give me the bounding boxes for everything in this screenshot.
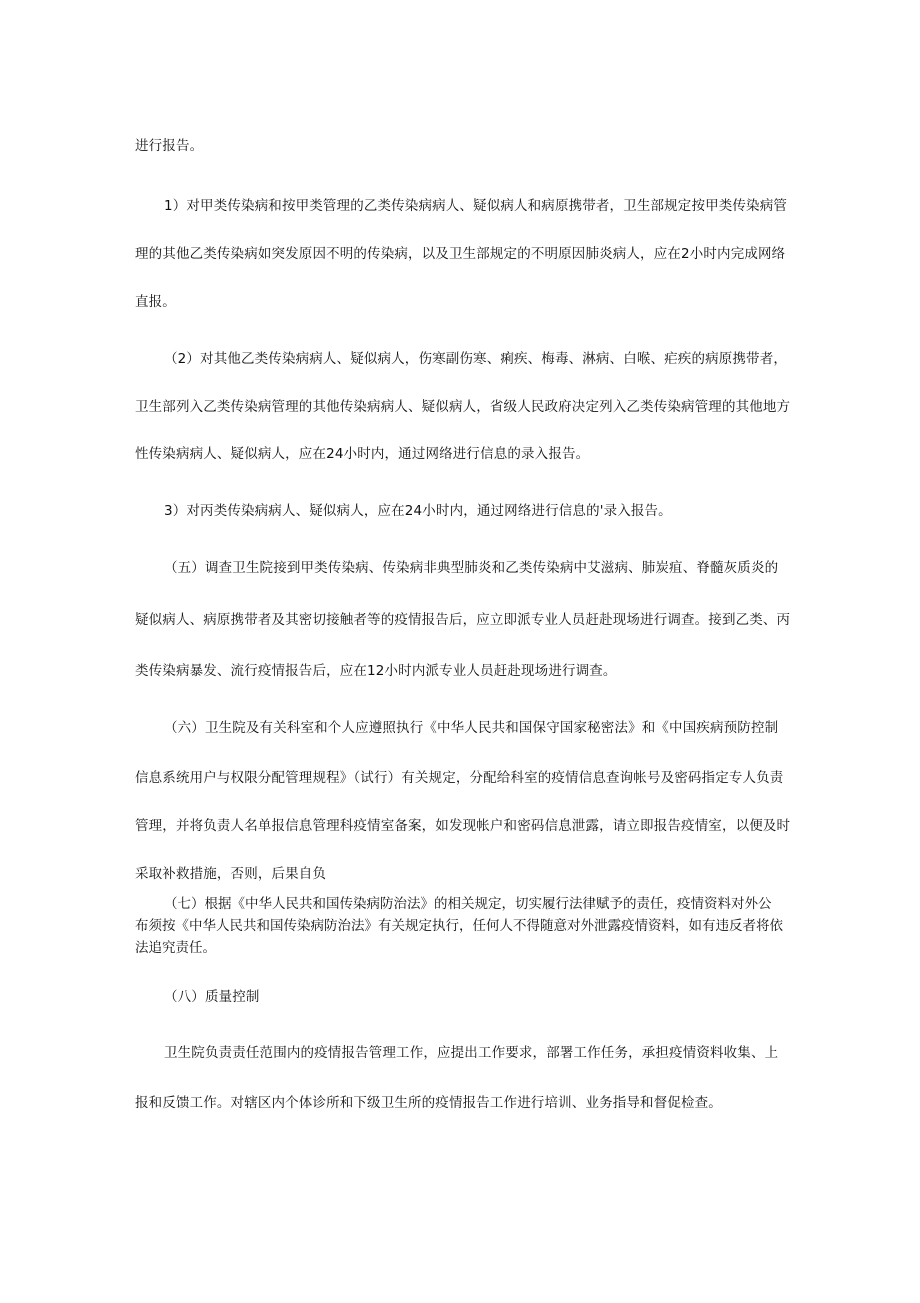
paragraph-line: （五）调查卫生院接到甲类传染病、传染病非典型肺炎和乙类传染病中艾滋病、肺炭疽、脊髓灰质炎的 (164, 560, 779, 576)
paragraph-line: 3）对丙类传染病病人、疑似病人，应在24小时内，通过网络进行信息的'录入报告。 (164, 503, 672, 519)
paragraph-line: 法追究责任。 (135, 940, 216, 956)
paragraph-line: （2）对其他乙类传染病病人、疑似病人，伤寒副伤寒、痢疾、梅毒、淋病、白喉、疟疾的病原携带者， (164, 351, 787, 367)
paragraph-line: 信息系统用户与权限分配管理规程》（试行）有关规定，分配给科室的疫情信息查询帐号及密码指定专人负责 (135, 770, 784, 786)
paragraph-line: 卫生院负责责任范围内的疫情报告管理工作，应提出工作要求，部署工作任务，承担疫情资料收集、上 (164, 1045, 779, 1061)
paragraph-line: 管理，并将负责人名单报信息管理科疫情室备案，如发现帐户和密码信息泄露，请立即报告疫情室，以便及时 (135, 818, 791, 834)
paragraph-line: （七）根据《中华人民共和国传染病防治法》的相关规定，切实履行法律赋予的责任，疫情资料对外公 (164, 896, 772, 912)
paragraph-line: 布须按《中华人民共和国传染病防治法》有关规定执行，任何人不得随意对外泄露疫情资料，如有违反者将依 (135, 918, 783, 934)
paragraph-line: 报和反馈工作。对辖区内个体诊所和下级卫生所的疫情报告工作进行培训、业务指导和督促检查。 (135, 1095, 722, 1111)
paragraph-line: 疑似病人、病原携带者及其密切接触者等的疫情报告后，应立即派专业人员赶赴现场进行调查。接到乙类、丙 (135, 612, 791, 628)
paragraph-line: （六）卫生院及有关科室和个人应遵照执行《中华人民共和国保守国家秘密法》和《中国疾病预防控制 (164, 720, 779, 736)
paragraph-line: 采取补救措施，否则，后果自负 (135, 866, 327, 882)
paragraph-line: 类传染病暴发、流行疫情报告后，应在12小时内派专业人员赶赴现场进行调查。 (135, 663, 617, 679)
paragraph-line: 进行报告。 (135, 138, 204, 154)
paragraph-line: 理的其他乙类传染病如突发原因不明的传染病，以及卫生部规定的不明原因肺炎病人，应在2小时内完成网络 (135, 246, 786, 262)
paragraph-line: 卫生部列入乙类传染病管理的其他传染病病人、疑似病人，省级人民政府决定列入乙类传染病管理的其他地方 (135, 399, 791, 415)
paragraph-line: 直报。 (135, 294, 176, 310)
paragraph-block (135, 893, 795, 959)
section-heading: （八）质量控制 (164, 989, 260, 1005)
paragraph-line: 1）对甲类传染病和按甲类管理的乙类传染病病人、疑似病人和病原携带者，卫生部规定按甲类传染病管 (164, 198, 787, 214)
paragraph-line: 性传染病病人、疑似病人，应在24小时内，通过网络进行信息的录入报告。 (135, 446, 590, 462)
